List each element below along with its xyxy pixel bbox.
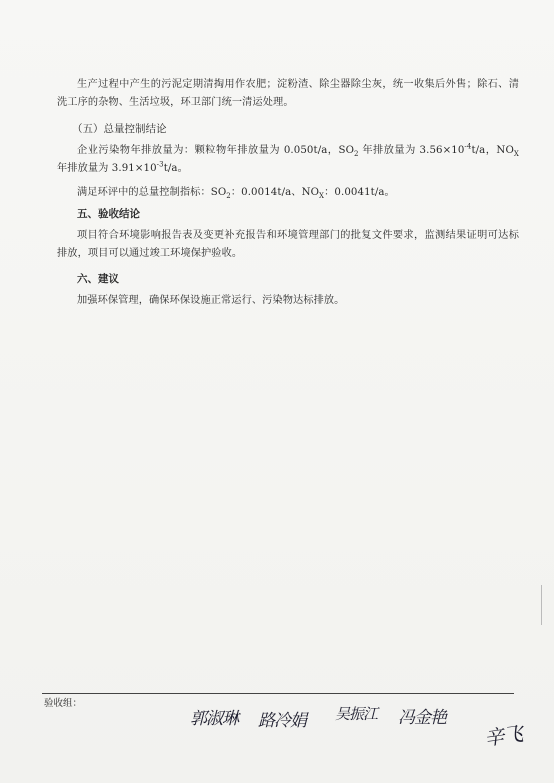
heading-suggestions: 六、建议 [77, 273, 119, 285]
heading-acceptance-conclusion: 五、验收结论 [77, 208, 140, 220]
signature-4: 冯金艳 [398, 708, 446, 728]
paragraph-suggestion: 加强环保管理，确保环保设施正常运行、污染物达标排放。 [77, 295, 345, 306]
signature-2: 路冷娟 [258, 711, 306, 731]
paragraph-emissions: 企业污染物年排放量为：颗粒物年排放量为 0.050t/a，$SO_2$ 年排放量为 $3.56\times 10^{-4}t/a$，$NO_X$ 年排放量为 $3.91\times 10^{-3}t/a$。 [57, 142, 519, 174]
heading-total-control: （五）总量控制结论 [72, 123, 167, 135]
acceptance-group-label: 验收组： [44, 698, 83, 709]
signature-5: 辛飞 [482, 721, 524, 751]
paragraph-total-index: 满足环评中的总量控制指标：$SO_2$：0.0014t/a、$NO_X$：0.0041t/a。 [77, 187, 395, 201]
scan-margin-mark [541, 585, 542, 625]
paragraph-waste-disposal: 生产过程中产生的污泥定期清掏用作农肥；淀粉渣、除尘器除尘灰，统一收集后外售；除石、清洗工序的杂物、生活垃圾，环卫部门统一清运处理。 [57, 79, 519, 108]
footer-divider [42, 693, 514, 694]
signature-1: 郭淑琳 [190, 709, 238, 729]
signature-3: 吴振江 [335, 705, 378, 723]
paragraph-conclusion: 项目符合环境影响报告表及变更补充报告和环境管理部门的批复文件要求，监测结果证明可达标排放，项目可以通过竣工环境保护验收。 [57, 230, 519, 259]
